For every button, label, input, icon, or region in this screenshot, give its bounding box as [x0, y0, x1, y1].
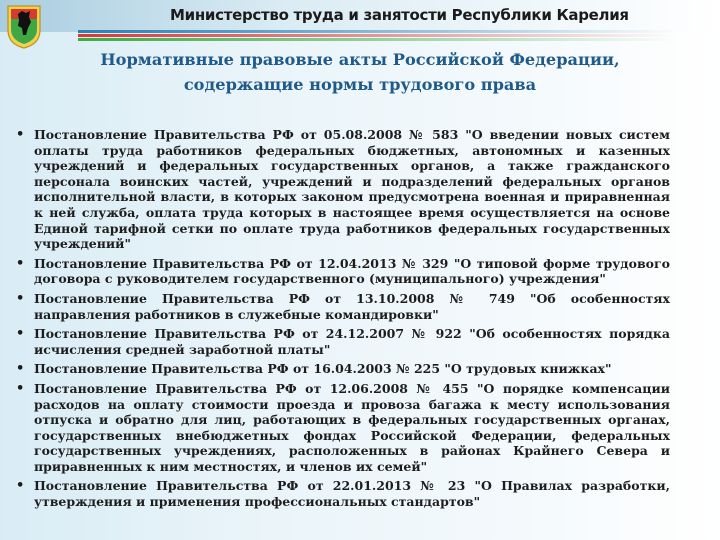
- page-title: [60, 47, 660, 97]
- list-item-text: Постановление Правительства РФ от 22.01.2013 № 23 "О Правилах разработки, утверждения и применения профессиональных стандартов": [34, 478, 670, 510]
- list-item: [14, 361, 670, 377]
- bullet-icon: •: [16, 290, 25, 306]
- page-title-line-2: содержащие нормы трудового права: [183, 75, 537, 94]
- legal-acts-list: [14, 127, 670, 514]
- stripe-green: [78, 38, 678, 41]
- page-title-line-1: Нормативные правовые акты Российской Федерации,: [100, 50, 620, 69]
- list-item: [14, 127, 670, 252]
- bullet-icon: •: [16, 380, 25, 396]
- bullet-icon: •: [16, 478, 25, 494]
- tricolor-stripes: [78, 30, 678, 42]
- list-item-text: Постановление Правительства РФ от 13.10.2008 № 749 "Об особенностях направления работников в служебные командировки": [34, 290, 670, 322]
- list-item: [14, 381, 670, 475]
- list-item-text: Постановление Правительства РФ от 05.08.2008 № 583 "О введении новых систем оплаты труда работников федеральных бюджетных, автономных и казенных учреждений и федеральных государственных органов, а также гражданского персонала воинских частей, учреждений и подразделений федеральных органов исполнительной власти, в которых законом предусмотрена военная и приравненная к ней служба, оплата труда которых в настоящее время осуществляется на основе Единой тарифной сетки по оплате труда работников федеральных государственных учреждений": [34, 127, 670, 252]
- list-item: [14, 256, 670, 287]
- ministry-name: Министерство труда и занятости Республики Карелия: [170, 6, 629, 24]
- list-item: [14, 326, 670, 357]
- list-item-text: Постановление Правительства РФ от 12.06.2008 № 455 "О порядке компенсации расходов на оплату стоимости проезда и провоза багажа к месту использования отпуска и обратно для лиц, работающих в федеральных государственных органах, государственных внебюджетных фондах Российской Федерации, федеральных государственных учреждениях, расположенных в районах Крайнего Севера и приравненных к ним местностях, и членов их семей": [34, 380, 670, 474]
- bullet-icon: •: [16, 326, 25, 342]
- list-item: [14, 478, 670, 509]
- stripe-red: [78, 34, 678, 37]
- bullet-icon: •: [16, 255, 25, 271]
- list-item: [14, 291, 670, 322]
- karelia-coat-of-arms-icon: [4, 2, 44, 50]
- list-item-text: Постановление Правительства РФ от 24.12.2007 № 922 "Об особенностях порядка исчисления средней заработной платы": [34, 326, 670, 357]
- list-item-text: Постановление Правительства РФ от 16.04.2003 № 225 "О трудовых книжках": [34, 361, 612, 377]
- stripe-blue: [78, 30, 678, 33]
- bullet-icon: •: [16, 127, 25, 142]
- list-item-text: Постановление Правительства РФ от 12.04.2013 № 329 "О типовой форме трудового договора с руководителем государственного (муниципального) учреждения": [34, 255, 670, 287]
- bullet-icon: •: [16, 361, 25, 377]
